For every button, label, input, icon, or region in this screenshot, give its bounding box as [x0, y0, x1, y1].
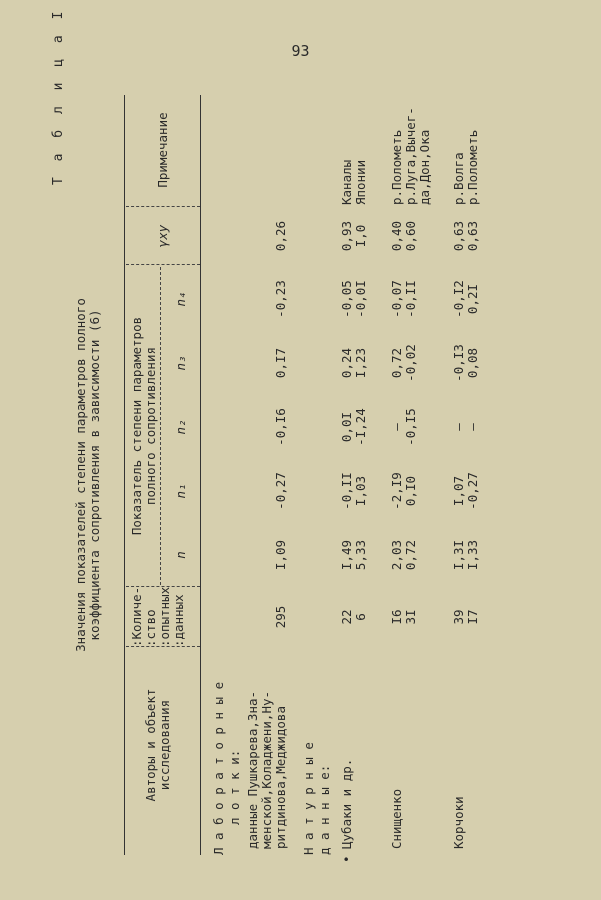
cell-count: 3I — [403, 609, 418, 625]
cell-note: Японии — [353, 159, 368, 205]
cell-note: р.Луга,Вычег- — [403, 107, 418, 205]
header-count-line1: :Количе- — [129, 586, 144, 647]
table-title-line1: Значения показателей степени параметров полного — [73, 298, 88, 652]
cell-n: I,09 — [273, 539, 288, 571]
section-nat-line1: Н а т у р н ы е — [301, 742, 316, 855]
header-n: n — [173, 551, 188, 559]
header-n2: n₂ — [173, 419, 188, 435]
cell-note: р.Полометь — [465, 129, 480, 205]
header-count-line4: :данных — [171, 594, 186, 647]
cell-n1: -0,27 — [273, 472, 288, 510]
cell-count: 6 — [353, 613, 368, 621]
cell-n1: -0,II — [339, 472, 354, 510]
cell-n3: 0,24 — [339, 347, 354, 379]
cell-n4: -0,07 — [389, 280, 404, 318]
row-author-line: Цубаки и др. — [339, 758, 354, 849]
group-subline — [160, 267, 161, 585]
table-label: Т а б л и ц а I — [51, 7, 66, 185]
cell-n4: -0,I2 — [451, 280, 466, 318]
section-lab-line1: Л а б о р а т о р н ы е — [211, 681, 226, 855]
cell-n3: -0,02 — [403, 344, 418, 382]
cell-n2: -0,I5 — [403, 408, 418, 446]
cell-n: I,3I — [451, 539, 466, 571]
header-count-line2: :ство — [143, 609, 158, 647]
section-lab-line2: л о т к и: — [227, 749, 242, 825]
header-n3: n₃ — [173, 355, 188, 371]
cell-n2: – — [451, 423, 466, 431]
cell-n: 2,03 — [389, 539, 404, 571]
header-n1: n₁ — [173, 483, 188, 499]
header-note: Примечание — [155, 112, 170, 188]
cell-count: 22 — [339, 609, 354, 625]
cell-n2: -I,24 — [353, 408, 368, 446]
section-nat-line2: д а н н ы е: — [317, 764, 332, 855]
cell-gamma: 0,93 — [339, 220, 354, 252]
cell-n2: 0,0I — [339, 411, 354, 443]
cell-n2: – — [465, 423, 480, 431]
cell-note: да,Дон,Ока — [417, 129, 432, 205]
cell-gamma: 0,63 — [465, 220, 480, 252]
cell-note: Каналы — [339, 159, 354, 205]
table-title — [74, 95, 102, 855]
cell-gamma: 0,40 — [389, 220, 404, 252]
header-gamma: γxy — [155, 224, 170, 248]
header-authors — [144, 655, 172, 835]
header-authors-line2: исследования — [157, 699, 172, 791]
header-authors-line1: Авторы и объект — [143, 688, 158, 802]
cell-count: I7 — [465, 609, 480, 625]
row-author-line: Снищенко — [389, 788, 404, 849]
header-count-line3: :опытных — [157, 586, 172, 647]
cell-n3: 0,08 — [465, 347, 480, 379]
cell-n: I,49 — [339, 539, 354, 571]
table-title-line2: коэффициента сопротивления в зависимости (6) — [87, 309, 102, 641]
cell-note: р.Полометь — [389, 129, 404, 205]
header-count — [130, 587, 186, 647]
cell-count: 39 — [451, 609, 466, 625]
table-top-rule — [124, 95, 125, 855]
cell-n4: -0,II — [403, 280, 418, 318]
cell-n2: -0,I6 — [273, 408, 288, 446]
cell-n1: I,07 — [451, 475, 466, 507]
cell-n3: I,23 — [353, 347, 368, 379]
header-group-line2: полного сопротивления — [143, 346, 158, 506]
cell-gamma: 0,26 — [273, 220, 288, 252]
row-author-line: менской,Коладжени,Ну- — [259, 690, 274, 849]
header-bottom-rule — [200, 95, 201, 855]
row-author-line: ритдинова,Меджидова — [273, 706, 288, 849]
page-number: 93 — [291, 42, 310, 60]
header-group-line1: Показатель степени параметров — [129, 316, 144, 536]
cell-n3: 0,I7 — [273, 347, 288, 379]
cell-count: 295 — [273, 605, 288, 629]
header-n4: n₄ — [173, 291, 188, 307]
cell-gamma: 0,60 — [403, 220, 418, 252]
cell-gamma: I,0 — [353, 224, 368, 248]
cell-n2: – — [389, 423, 404, 431]
row-author-line: данные Пушкарева,Зна- — [245, 690, 260, 849]
cell-count: I6 — [389, 609, 404, 625]
cell-gamma: 0,63 — [451, 220, 466, 252]
cell-note: р.Волга — [451, 152, 466, 205]
cell-n4: -0,23 — [273, 280, 288, 318]
cell-n4: -0,05 — [339, 280, 354, 318]
cell-n3: 0,72 — [389, 347, 404, 379]
cell-n4: -0,0I — [353, 280, 368, 318]
row-author-line: Корчоки — [451, 796, 466, 849]
cell-n1: I,03 — [353, 475, 368, 507]
cell-n: I,33 — [465, 539, 480, 571]
cell-n1: -0,27 — [465, 472, 480, 510]
cell-n4: 0,2I — [465, 283, 480, 315]
cell-n: 5,33 — [353, 539, 368, 571]
cell-n1: -2,I9 — [389, 472, 404, 510]
cell-n: 0,72 — [403, 539, 418, 571]
header-exponent-group — [130, 267, 158, 585]
cell-n1: 0,I0 — [403, 475, 418, 507]
cell-n3: -0,I3 — [451, 344, 466, 382]
rotated-table — [51, 7, 552, 863]
margin-mark: • — [339, 855, 354, 863]
